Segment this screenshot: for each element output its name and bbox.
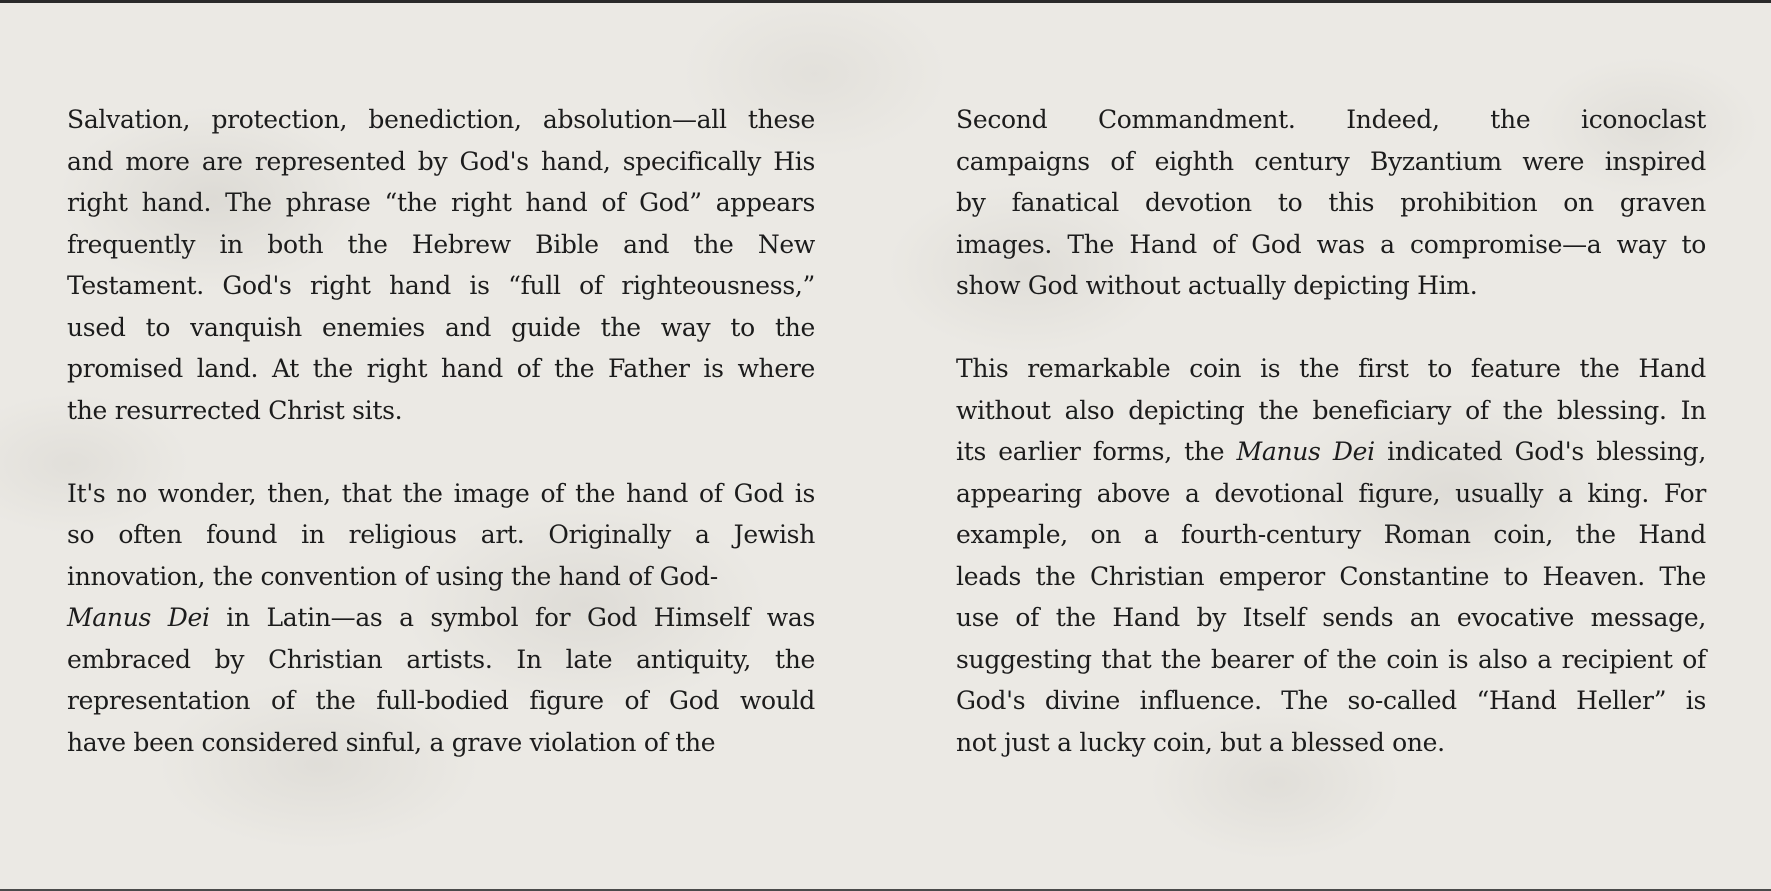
text-line: Second Commandment. Indeed, the iconoclast <box>956 105 1706 134</box>
right-text-column <box>956 99 1706 763</box>
text-line: This remarkable coin is the first to feature the Hand <box>956 354 1706 383</box>
text-line: Salvation, protection, benediction, absolution—all these <box>67 105 815 134</box>
manus-dei-italic: Manus Dei <box>67 603 210 632</box>
text-line: images. The Hand of God was a compromise—a way to <box>956 229 1706 259</box>
text-line: frequently in both the Hebrew Bible and the New <box>67 229 815 259</box>
text-line: right hand. The phrase “the right hand of God” appears <box>67 188 815 217</box>
text-line: promised land. At the right hand of the Father is where <box>67 354 815 383</box>
text-line: by fanatical devotion to this prohibition on graven <box>956 188 1706 217</box>
text-line: and more are represented by God's hand, specifically His <box>67 146 815 176</box>
text-line: representation of the full-bodied figure of God would <box>67 686 815 715</box>
text-line <box>956 431 1706 473</box>
left-text-column <box>67 99 815 763</box>
paragraph-second-commandment <box>956 99 1706 307</box>
text-line: suggesting that the bearer of the coin is also a recipient of <box>956 644 1706 674</box>
text-line: God's divine influence. The so-called “Hand Heller” is <box>956 686 1706 715</box>
text-line: campaigns of eighth century Byzantium were inspired <box>956 146 1706 176</box>
text-line: show God without actually depicting Him. <box>956 271 1478 300</box>
text-line: the resurrected Christ sits. <box>67 395 403 425</box>
paragraph-right-hand-of-god <box>67 99 815 431</box>
text-line: embraced by Christian artists. In late antiquity, the <box>67 644 815 674</box>
text-fragment: in Latin—as a symbol for God Himself was <box>209 603 815 632</box>
text-line: not just a lucky coin, but a blessed one. <box>956 727 1445 757</box>
text-line: used to vanquish enemies and guide the way to the <box>67 312 815 342</box>
text-line: have been considered sinful, a grave violation of the <box>67 727 716 757</box>
text-line: without also depicting the beneficiary of the blessing. In <box>956 395 1706 425</box>
paragraph-remarkable-coin <box>956 348 1706 763</box>
text-line: Testament. God's right hand is “full of righteousness,” <box>67 271 815 300</box>
manus-dei-italic: Manus Dei <box>1236 437 1375 466</box>
text-line: use of the Hand by Itself sends an evocative message, <box>956 603 1706 632</box>
paragraph-religious-art <box>67 473 815 764</box>
text-line: leads the Christian emperor Constantine to Heaven. The <box>956 561 1706 591</box>
text-fragment: indicated God's blessing, <box>1374 437 1706 466</box>
text-line: so often found in religious art. Originally a Jewish <box>67 520 815 549</box>
text-fragment: its earlier forms, the <box>956 437 1237 466</box>
text-line <box>67 597 815 639</box>
text-line: appearing above a devotional figure, usually a king. For <box>956 478 1706 508</box>
text-line: innovation, the convention of using the hand of God- <box>67 561 718 591</box>
text-line: It's no wonder, then, that the image of the hand of God is <box>67 478 815 508</box>
text-line: example, on a fourth-century Roman coin, the Hand <box>956 520 1706 549</box>
